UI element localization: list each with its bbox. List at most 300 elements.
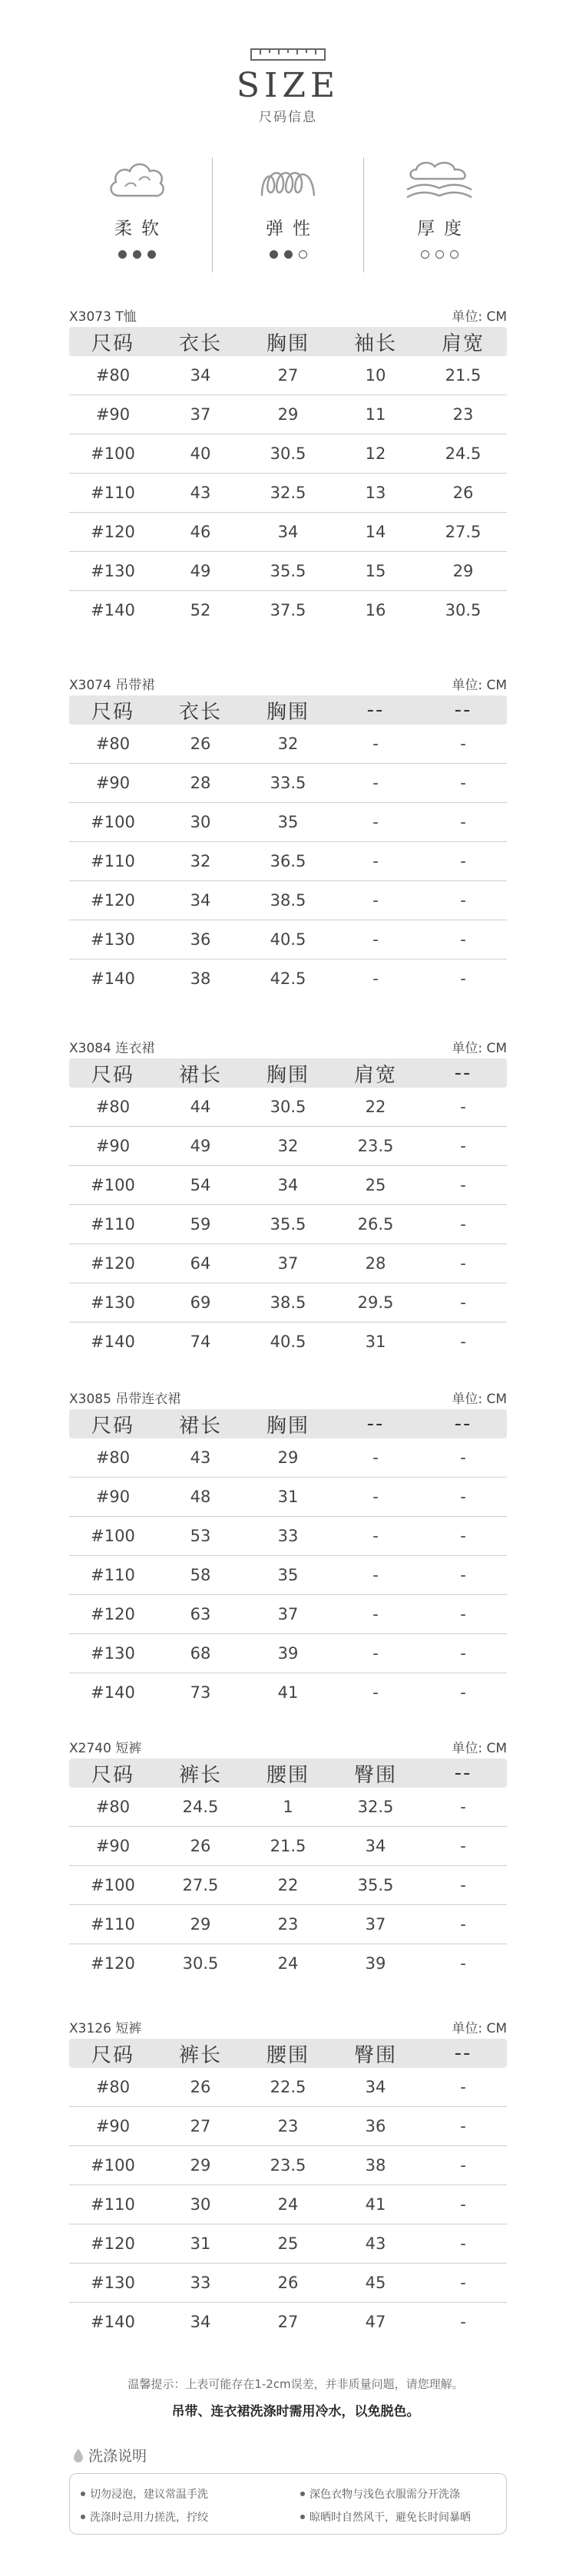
table-cell: 34 bbox=[365, 2078, 386, 2096]
table-cell: - bbox=[460, 1488, 466, 1506]
table-cell: 24 bbox=[277, 2195, 299, 2214]
header-cell: 尺码 bbox=[91, 700, 134, 724]
table-header bbox=[69, 1058, 507, 1088]
table-cell: 30.5 bbox=[182, 1954, 219, 1973]
table-row bbox=[69, 474, 507, 513]
table-cell: 29 bbox=[277, 1448, 299, 1467]
level-dot bbox=[435, 250, 444, 259]
table-cell: - bbox=[460, 1176, 466, 1194]
water-drop-icon bbox=[73, 2448, 84, 2463]
table-row bbox=[69, 1244, 507, 1283]
table-row bbox=[69, 2303, 507, 2341]
table-unit: 单位: CM bbox=[452, 2021, 507, 2036]
header-cell: 裤长 bbox=[178, 2043, 222, 2067]
table-cell: #120 bbox=[91, 1254, 135, 1273]
table-cell: 40 bbox=[190, 444, 211, 463]
table-cell: 54 bbox=[190, 1176, 211, 1194]
table-row bbox=[69, 1595, 507, 1634]
washing-item-text: 深色衣物与浅色衣服需分开洗涤 bbox=[310, 2488, 460, 2501]
table-cell: #120 bbox=[91, 891, 135, 910]
table-cell: - bbox=[372, 891, 379, 910]
table-cell: 32 bbox=[190, 852, 211, 870]
table-cell: 27 bbox=[190, 2117, 211, 2135]
table-cell: - bbox=[372, 1566, 379, 1584]
table-cell: 27 bbox=[277, 366, 299, 385]
table-unit: 单位: CM bbox=[452, 1392, 507, 1407]
table-cell: #110 bbox=[91, 1215, 135, 1234]
table-cell: 34 bbox=[190, 366, 211, 385]
table-cell: 41 bbox=[365, 2195, 386, 2214]
table-body bbox=[69, 1438, 507, 1712]
property-soft bbox=[61, 157, 212, 272]
spring-elastic-icon bbox=[257, 165, 319, 203]
table-row bbox=[69, 1088, 507, 1127]
bullet-icon bbox=[81, 2492, 85, 2496]
table-row bbox=[69, 1634, 507, 1673]
table-cell: #120 bbox=[91, 1605, 135, 1623]
table-cell: 22 bbox=[277, 1876, 299, 1894]
table-cell: 37 bbox=[190, 405, 211, 424]
header-cell: 腰围 bbox=[266, 2043, 310, 2067]
table-cell: - bbox=[460, 774, 466, 792]
table-cell: - bbox=[460, 1798, 466, 1816]
table-cell: #120 bbox=[91, 1954, 135, 1973]
table-cell: 24 bbox=[277, 1954, 299, 1973]
table-cell: - bbox=[460, 1137, 466, 1155]
table-cell: 63 bbox=[190, 1605, 211, 1623]
table-cell: 30.5 bbox=[445, 601, 482, 619]
bullet-icon bbox=[81, 2515, 85, 2519]
table-cell: 35.5 bbox=[270, 562, 306, 580]
size-table-x3084 bbox=[69, 1039, 507, 1361]
table-cell: - bbox=[372, 1488, 379, 1506]
table-cell: #110 bbox=[91, 1566, 135, 1584]
table-cell: #120 bbox=[91, 2234, 135, 2253]
table-cell: 29.5 bbox=[357, 1293, 394, 1312]
table-cell: 23.5 bbox=[357, 1137, 394, 1155]
table-cell: 52 bbox=[190, 601, 211, 619]
level-dot bbox=[270, 250, 278, 259]
washing-item-text: 晾晒时自然风干，避免长时间暴晒 bbox=[310, 2512, 471, 2524]
table-cell: #80 bbox=[95, 366, 131, 385]
table-cell: #100 bbox=[91, 813, 135, 831]
size-tip: 温馨提示：上表可能存在1-2cm误差，并非质量问题，请您理解。 bbox=[127, 2377, 464, 2391]
table-cell: 29 bbox=[190, 1915, 211, 1934]
table-cell: 28 bbox=[190, 774, 211, 792]
table-product-code: X3073 T恤 bbox=[69, 309, 137, 325]
size-table-x3126 bbox=[69, 2019, 507, 2341]
header-cell: 裙长 bbox=[178, 1414, 222, 1438]
table-cell: 38.5 bbox=[270, 1293, 306, 1312]
table-row bbox=[69, 395, 507, 434]
table-row bbox=[69, 1166, 507, 1205]
table-cell: 21.5 bbox=[445, 366, 482, 385]
table-cell: #90 bbox=[95, 1488, 131, 1506]
table-cell: #100 bbox=[91, 1876, 135, 1894]
table-cell: 32.5 bbox=[270, 484, 306, 502]
header-cell: 尺码 bbox=[91, 2043, 134, 2067]
table-row bbox=[69, 591, 507, 629]
header-cell: 尺码 bbox=[91, 1414, 134, 1438]
table-cell: #110 bbox=[91, 484, 135, 502]
header-cell: 裙长 bbox=[178, 1063, 222, 1087]
table-cell: - bbox=[460, 813, 466, 831]
table-cell: 16 bbox=[365, 601, 386, 619]
table-product-code: X3126 短裤 bbox=[69, 2021, 142, 2036]
table-cell: - bbox=[460, 2234, 466, 2253]
level-dot bbox=[147, 250, 156, 259]
washing-item bbox=[81, 2509, 208, 2525]
table-cell: 42.5 bbox=[270, 969, 306, 988]
level-dots bbox=[213, 250, 363, 259]
table-row bbox=[69, 2146, 507, 2185]
table-cell: 59 bbox=[190, 1215, 211, 1234]
table-cell: - bbox=[460, 1954, 466, 1973]
table-body bbox=[69, 1088, 507, 1361]
table-cell: 45 bbox=[365, 2274, 386, 2292]
table-cell: - bbox=[460, 1837, 466, 1855]
table-cell: 29 bbox=[277, 405, 299, 424]
table-unit: 单位: CM bbox=[452, 1741, 507, 1756]
table-cell: #140 bbox=[91, 2313, 135, 2331]
table-row bbox=[69, 1673, 507, 1712]
table-cell: 35.5 bbox=[357, 1876, 394, 1894]
table-cell: 69 bbox=[190, 1293, 211, 1312]
level-dots bbox=[61, 250, 212, 259]
table-cell: 29 bbox=[452, 562, 474, 580]
table-cell: 30 bbox=[190, 2195, 211, 2214]
header-cell: 臀围 bbox=[353, 2043, 397, 2067]
table-row bbox=[69, 2264, 507, 2303]
table-body bbox=[69, 2068, 507, 2341]
header-cell: 尺码 bbox=[91, 1063, 134, 1087]
table-cell: #140 bbox=[91, 1683, 135, 1702]
header-cell: -- bbox=[454, 698, 472, 722]
table-cell: #110 bbox=[91, 2195, 135, 2214]
level-dot bbox=[299, 250, 307, 259]
table-cell: - bbox=[460, 1527, 466, 1545]
header-cell: 胸围 bbox=[266, 1414, 310, 1438]
table-cell: 37.5 bbox=[270, 601, 306, 619]
size-table-x3085 bbox=[69, 1389, 507, 1712]
table-cell: #130 bbox=[91, 1293, 135, 1312]
washing-title bbox=[73, 2445, 147, 2465]
table-cell: 73 bbox=[190, 1683, 211, 1702]
table-cell: 49 bbox=[190, 562, 211, 580]
table-cell: 34 bbox=[190, 891, 211, 910]
level-dots bbox=[364, 250, 515, 259]
table-cell: 47 bbox=[365, 2313, 386, 2331]
table-cell: 33.5 bbox=[270, 774, 306, 792]
table-cell: 25 bbox=[365, 1176, 386, 1194]
table-cell: #120 bbox=[91, 523, 135, 541]
table-cell: 28 bbox=[365, 1254, 386, 1273]
table-cell: #130 bbox=[91, 562, 135, 580]
table-cell: 36 bbox=[190, 930, 211, 949]
washing-item bbox=[81, 2486, 208, 2502]
table-cell: #90 bbox=[95, 774, 131, 792]
table-cell: 34 bbox=[277, 1176, 299, 1194]
table-cell: 49 bbox=[190, 1137, 211, 1155]
table-row bbox=[69, 2224, 507, 2264]
header-cell: 尺码 bbox=[91, 332, 134, 355]
table-cell: 11 bbox=[365, 405, 386, 424]
table-product-code: X2740 短裤 bbox=[69, 1741, 142, 1756]
table-row bbox=[69, 2107, 507, 2146]
table-cell: 26 bbox=[190, 2078, 211, 2096]
table-cell: 21.5 bbox=[270, 1837, 306, 1855]
table-cell: 37 bbox=[277, 1605, 299, 1623]
header-cell: 胸围 bbox=[266, 332, 310, 355]
header-cell: -- bbox=[454, 1412, 472, 1435]
table-cell: 1 bbox=[283, 1798, 293, 1816]
table-cell: #130 bbox=[91, 1644, 135, 1663]
table-row bbox=[69, 1127, 507, 1166]
table-cell: 38 bbox=[190, 969, 211, 988]
header-cell: 胸围 bbox=[266, 700, 310, 724]
table-cell: - bbox=[460, 2078, 466, 2096]
table-cell: - bbox=[460, 930, 466, 949]
table-cell: - bbox=[372, 852, 379, 870]
washing-title-text: 洗涤说明 bbox=[88, 2448, 147, 2465]
table-cell: #140 bbox=[91, 1333, 135, 1351]
table-cell: 34 bbox=[365, 1837, 386, 1855]
header-cell: 裤长 bbox=[178, 1763, 222, 1787]
table-cell: - bbox=[460, 1683, 466, 1702]
table-row bbox=[69, 2068, 507, 2107]
table-row bbox=[69, 1866, 507, 1905]
cloud-soft-icon bbox=[107, 159, 167, 203]
table-cell: - bbox=[372, 735, 379, 753]
table-cell: - bbox=[460, 735, 466, 753]
table-cell: 24.5 bbox=[445, 444, 482, 463]
table-cell: #110 bbox=[91, 1915, 135, 1934]
table-cell: 41 bbox=[277, 1683, 299, 1702]
table-cell: 34 bbox=[190, 2313, 211, 2331]
header-cell: 臀围 bbox=[353, 1763, 397, 1787]
table-cell: 53 bbox=[190, 1527, 211, 1545]
level-dot bbox=[133, 250, 141, 259]
table-cell: - bbox=[460, 1915, 466, 1934]
table-cell: - bbox=[460, 1448, 466, 1467]
table-cell: #90 bbox=[95, 1837, 131, 1855]
table-cell: 26 bbox=[190, 735, 211, 753]
table-cell: #80 bbox=[95, 1098, 131, 1116]
property-label: 厚度 bbox=[417, 219, 471, 239]
header-cell: -- bbox=[366, 698, 385, 722]
table-cell: - bbox=[372, 1683, 379, 1702]
table-unit: 单位: CM bbox=[452, 1041, 507, 1056]
table-row bbox=[69, 764, 507, 803]
table-cell: 15 bbox=[365, 562, 386, 580]
table-cell: 58 bbox=[190, 1566, 211, 1584]
table-cell: - bbox=[460, 1215, 466, 1234]
table-cell: - bbox=[460, 1644, 466, 1663]
size-table-x3074 bbox=[69, 675, 507, 998]
header-cell: 胸围 bbox=[266, 1063, 310, 1087]
level-dot bbox=[421, 250, 429, 259]
table-cell: - bbox=[460, 1605, 466, 1623]
table-cell: 26 bbox=[190, 1837, 211, 1855]
table-cell: 10 bbox=[365, 366, 386, 385]
table-cell: #100 bbox=[91, 444, 135, 463]
table-cell: 22.5 bbox=[270, 2078, 306, 2096]
header-cell: 尺码 bbox=[91, 1763, 134, 1787]
table-cell: 39 bbox=[365, 1954, 386, 1973]
table-product-code: X3074 吊带裙 bbox=[69, 678, 155, 693]
table-cell: 25 bbox=[277, 2234, 299, 2253]
ruler-icon bbox=[250, 46, 326, 63]
table-cell: 64 bbox=[190, 1254, 211, 1273]
table-cell: 33 bbox=[190, 2274, 211, 2292]
level-dot bbox=[450, 250, 458, 259]
table-cell: #100 bbox=[91, 1176, 135, 1194]
table-cell: #90 bbox=[95, 405, 131, 424]
header-cell: 腰围 bbox=[266, 1763, 310, 1787]
table-cell: - bbox=[460, 2274, 466, 2292]
cloud-layers-icon bbox=[402, 159, 476, 203]
table-row bbox=[69, 959, 507, 998]
table-row bbox=[69, 1478, 507, 1517]
property-elastic bbox=[212, 157, 363, 272]
header-cell: -- bbox=[366, 1412, 385, 1435]
property-label: 柔软 bbox=[114, 219, 168, 239]
table-header bbox=[69, 327, 507, 356]
table-cell: 26 bbox=[277, 2274, 299, 2292]
table-header bbox=[69, 2039, 507, 2068]
table-product-code: X3084 连衣裙 bbox=[69, 1041, 155, 1056]
table-cell: 39 bbox=[277, 1644, 299, 1663]
table-cell: #130 bbox=[91, 930, 135, 949]
table-cell: - bbox=[460, 1876, 466, 1894]
table-cell: #80 bbox=[95, 1448, 131, 1467]
table-cell: 40.5 bbox=[270, 1333, 306, 1351]
table-cell: #90 bbox=[95, 2117, 131, 2135]
table-cell: - bbox=[460, 969, 466, 988]
table-cell: 32 bbox=[277, 735, 299, 753]
table-cell: #140 bbox=[91, 601, 135, 619]
table-row bbox=[69, 842, 507, 881]
size-title: SIZE bbox=[236, 66, 340, 105]
table-row bbox=[69, 434, 507, 474]
table-cell: 32 bbox=[277, 1137, 299, 1155]
table-cell: - bbox=[460, 2156, 466, 2175]
washing-instructions bbox=[69, 2473, 507, 2535]
table-cell: 37 bbox=[277, 1254, 299, 1273]
table-header bbox=[69, 695, 507, 725]
washing-item-text: 切勿浸泡，建议常温手洗 bbox=[90, 2488, 208, 2501]
table-cell: 27 bbox=[277, 2313, 299, 2331]
table-cell: - bbox=[460, 1293, 466, 1312]
table-cell: - bbox=[460, 2313, 466, 2331]
table-cell: 35 bbox=[277, 1566, 299, 1584]
table-cell: 26 bbox=[452, 484, 474, 502]
property-thickness bbox=[363, 157, 515, 272]
table-row bbox=[69, 920, 507, 959]
table-row bbox=[69, 803, 507, 842]
table-cell: - bbox=[372, 1448, 379, 1467]
table-cell: - bbox=[372, 969, 379, 988]
table-cell: 30.5 bbox=[270, 444, 306, 463]
table-row bbox=[69, 881, 507, 920]
header-cell: 袖长 bbox=[353, 332, 397, 355]
table-cell: 43 bbox=[365, 2234, 386, 2253]
table-cell: 31 bbox=[277, 1488, 299, 1506]
table-cell: 23 bbox=[277, 1915, 299, 1934]
table-cell: #80 bbox=[95, 735, 131, 753]
table-cell: 36.5 bbox=[270, 852, 306, 870]
table-cell: - bbox=[460, 2117, 466, 2135]
table-cell: 35.5 bbox=[270, 1215, 306, 1234]
table-cell: - bbox=[372, 930, 379, 949]
table-cell: 38 bbox=[365, 2156, 386, 2175]
table-row bbox=[69, 1517, 507, 1556]
table-row bbox=[69, 1205, 507, 1244]
table-cell: 22 bbox=[365, 1098, 386, 1116]
table-cell: 12 bbox=[365, 444, 386, 463]
table-cell: - bbox=[372, 774, 379, 792]
table-cell: 30 bbox=[190, 813, 211, 831]
table-header bbox=[69, 1759, 507, 1788]
table-cell: - bbox=[460, 1098, 466, 1116]
table-cell: #100 bbox=[91, 1527, 135, 1545]
table-row bbox=[69, 1283, 507, 1323]
table-cell: 29 bbox=[190, 2156, 211, 2175]
table-cell: 43 bbox=[190, 1448, 211, 1467]
table-body bbox=[69, 356, 507, 629]
table-cell: 40.5 bbox=[270, 930, 306, 949]
table-cell: 31 bbox=[190, 2234, 211, 2253]
header-cell: -- bbox=[454, 1062, 472, 1085]
table-cell: 23.5 bbox=[270, 2156, 306, 2175]
header-cell: 肩宽 bbox=[353, 1063, 397, 1087]
washing-item-text: 洗涤时忌用力搓洗，拧绞 bbox=[90, 2512, 208, 2524]
table-cell: - bbox=[372, 1605, 379, 1623]
table-cell: 34 bbox=[277, 523, 299, 541]
table-cell: #80 bbox=[95, 1798, 131, 1816]
table-cell: - bbox=[460, 1254, 466, 1273]
table-cell: 27.5 bbox=[445, 523, 482, 541]
table-header bbox=[69, 1409, 507, 1438]
table-cell: 46 bbox=[190, 523, 211, 541]
color-warning: 吊带、连衣裙洗涤时需用冷水，以免脱色。 bbox=[171, 2404, 420, 2419]
fabric-properties bbox=[61, 157, 515, 272]
table-row bbox=[69, 1905, 507, 1944]
table-cell: 27.5 bbox=[182, 1876, 219, 1894]
size-table-x2740 bbox=[69, 1739, 507, 1983]
table-cell: 44 bbox=[190, 1098, 211, 1116]
washing-item bbox=[300, 2509, 471, 2525]
table-row bbox=[69, 1788, 507, 1827]
size-subtitle: 尺码信息 bbox=[259, 110, 317, 125]
table-cell: - bbox=[460, 891, 466, 910]
header-cell: 衣长 bbox=[178, 332, 222, 355]
table-unit: 单位: CM bbox=[452, 678, 507, 693]
table-cell: #90 bbox=[95, 1137, 131, 1155]
table-cell: - bbox=[460, 1566, 466, 1584]
table-cell: 43 bbox=[190, 484, 211, 502]
table-cell: - bbox=[460, 852, 466, 870]
table-cell: 68 bbox=[190, 1644, 211, 1663]
table-row bbox=[69, 552, 507, 591]
header-cell: 肩宽 bbox=[441, 332, 485, 355]
table-cell: 36 bbox=[365, 2117, 386, 2135]
table-row bbox=[69, 513, 507, 552]
table-cell: 31 bbox=[365, 1333, 386, 1351]
washing-item bbox=[300, 2486, 460, 2502]
table-row bbox=[69, 2185, 507, 2224]
table-cell: 14 bbox=[365, 523, 386, 541]
